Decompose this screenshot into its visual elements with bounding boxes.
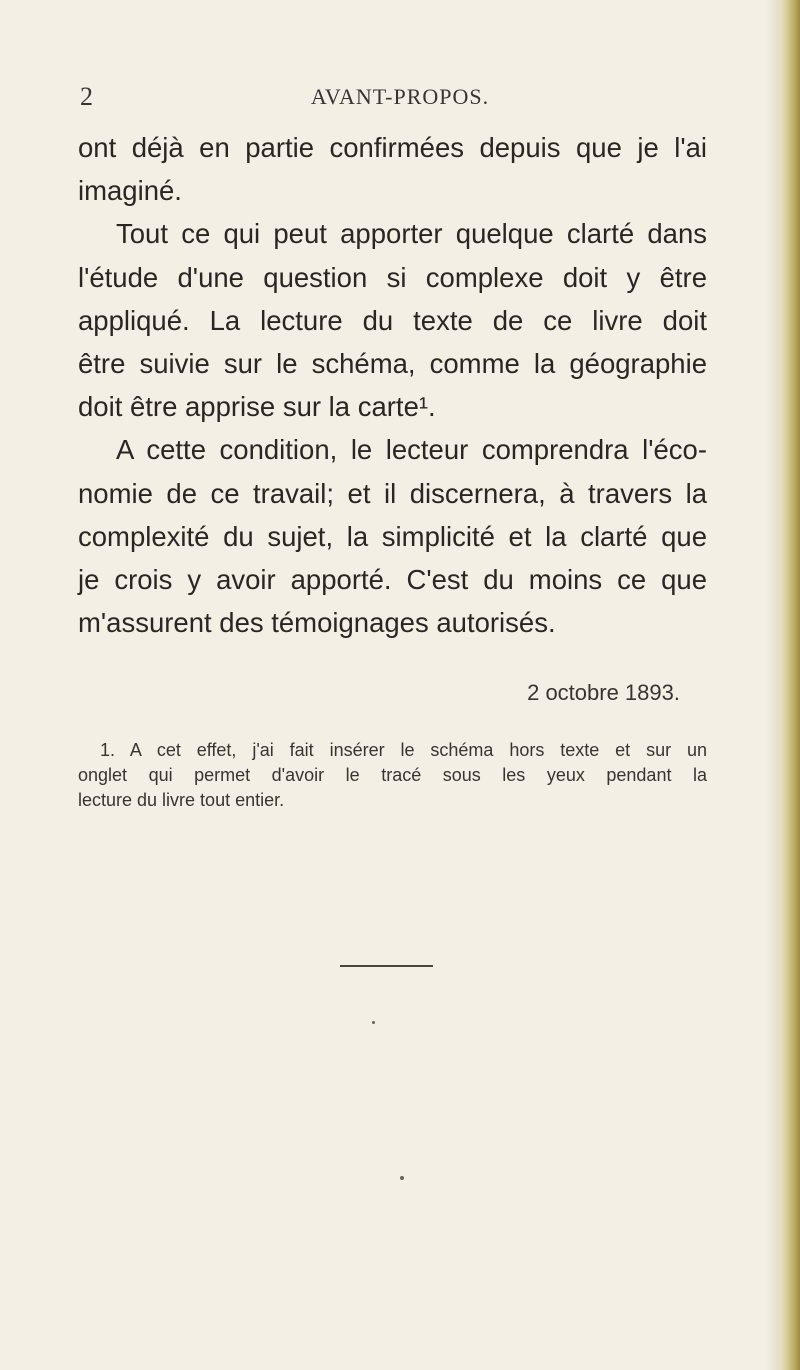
body-line: doit être apprise sur la carte¹. bbox=[78, 391, 436, 423]
paper-speck bbox=[372, 1021, 375, 1024]
gutter-shadow bbox=[766, 0, 780, 1370]
footnote bbox=[78, 738, 707, 813]
page-number: 2 bbox=[80, 82, 93, 111]
body-line: être suivie sur le schéma, comme la géographie bbox=[78, 347, 707, 379]
running-title: AVANT-PROPOS. bbox=[310, 84, 490, 109]
body-text bbox=[78, 126, 707, 644]
body-line: m'assurent des témoignages autorisés. bbox=[78, 607, 556, 639]
divider-rule bbox=[340, 965, 433, 967]
body-line: complexité du sujet, la simplicité et la clarté que bbox=[78, 520, 707, 552]
footnote-line: 1. A cet effet, j'ai fait insérer le schéma hors texte et sur un bbox=[100, 740, 707, 760]
body-line: imaginé. bbox=[78, 175, 182, 207]
footnote-line: lecture du livre tout entier. bbox=[78, 790, 285, 810]
body-line: nomie de ce travail; et il discernera, à travers la bbox=[78, 477, 707, 509]
body-line: je crois y avoir apporté. C'est du moins ce que bbox=[78, 563, 707, 595]
paper-speck bbox=[400, 1176, 404, 1180]
signature-date: 2 octobre 1893. bbox=[527, 680, 680, 705]
body-line: ont déjà en partie confirmées depuis que je l'ai bbox=[78, 132, 707, 163]
body-line: A cette condition, le lecteur comprendra l'éco- bbox=[116, 434, 707, 466]
body-line: appliqué. La lecture du texte de ce livre doit bbox=[78, 304, 707, 336]
running-header bbox=[80, 82, 720, 118]
page-edge bbox=[780, 0, 800, 1370]
body-line: l'étude d'une question si complexe doit y être bbox=[78, 261, 707, 293]
footnote-line: onglet qui permet d'avoir le tracé sous les yeux pendant la bbox=[78, 765, 707, 785]
body-line: Tout ce qui peut apporter quelque clarté dans bbox=[116, 218, 707, 250]
